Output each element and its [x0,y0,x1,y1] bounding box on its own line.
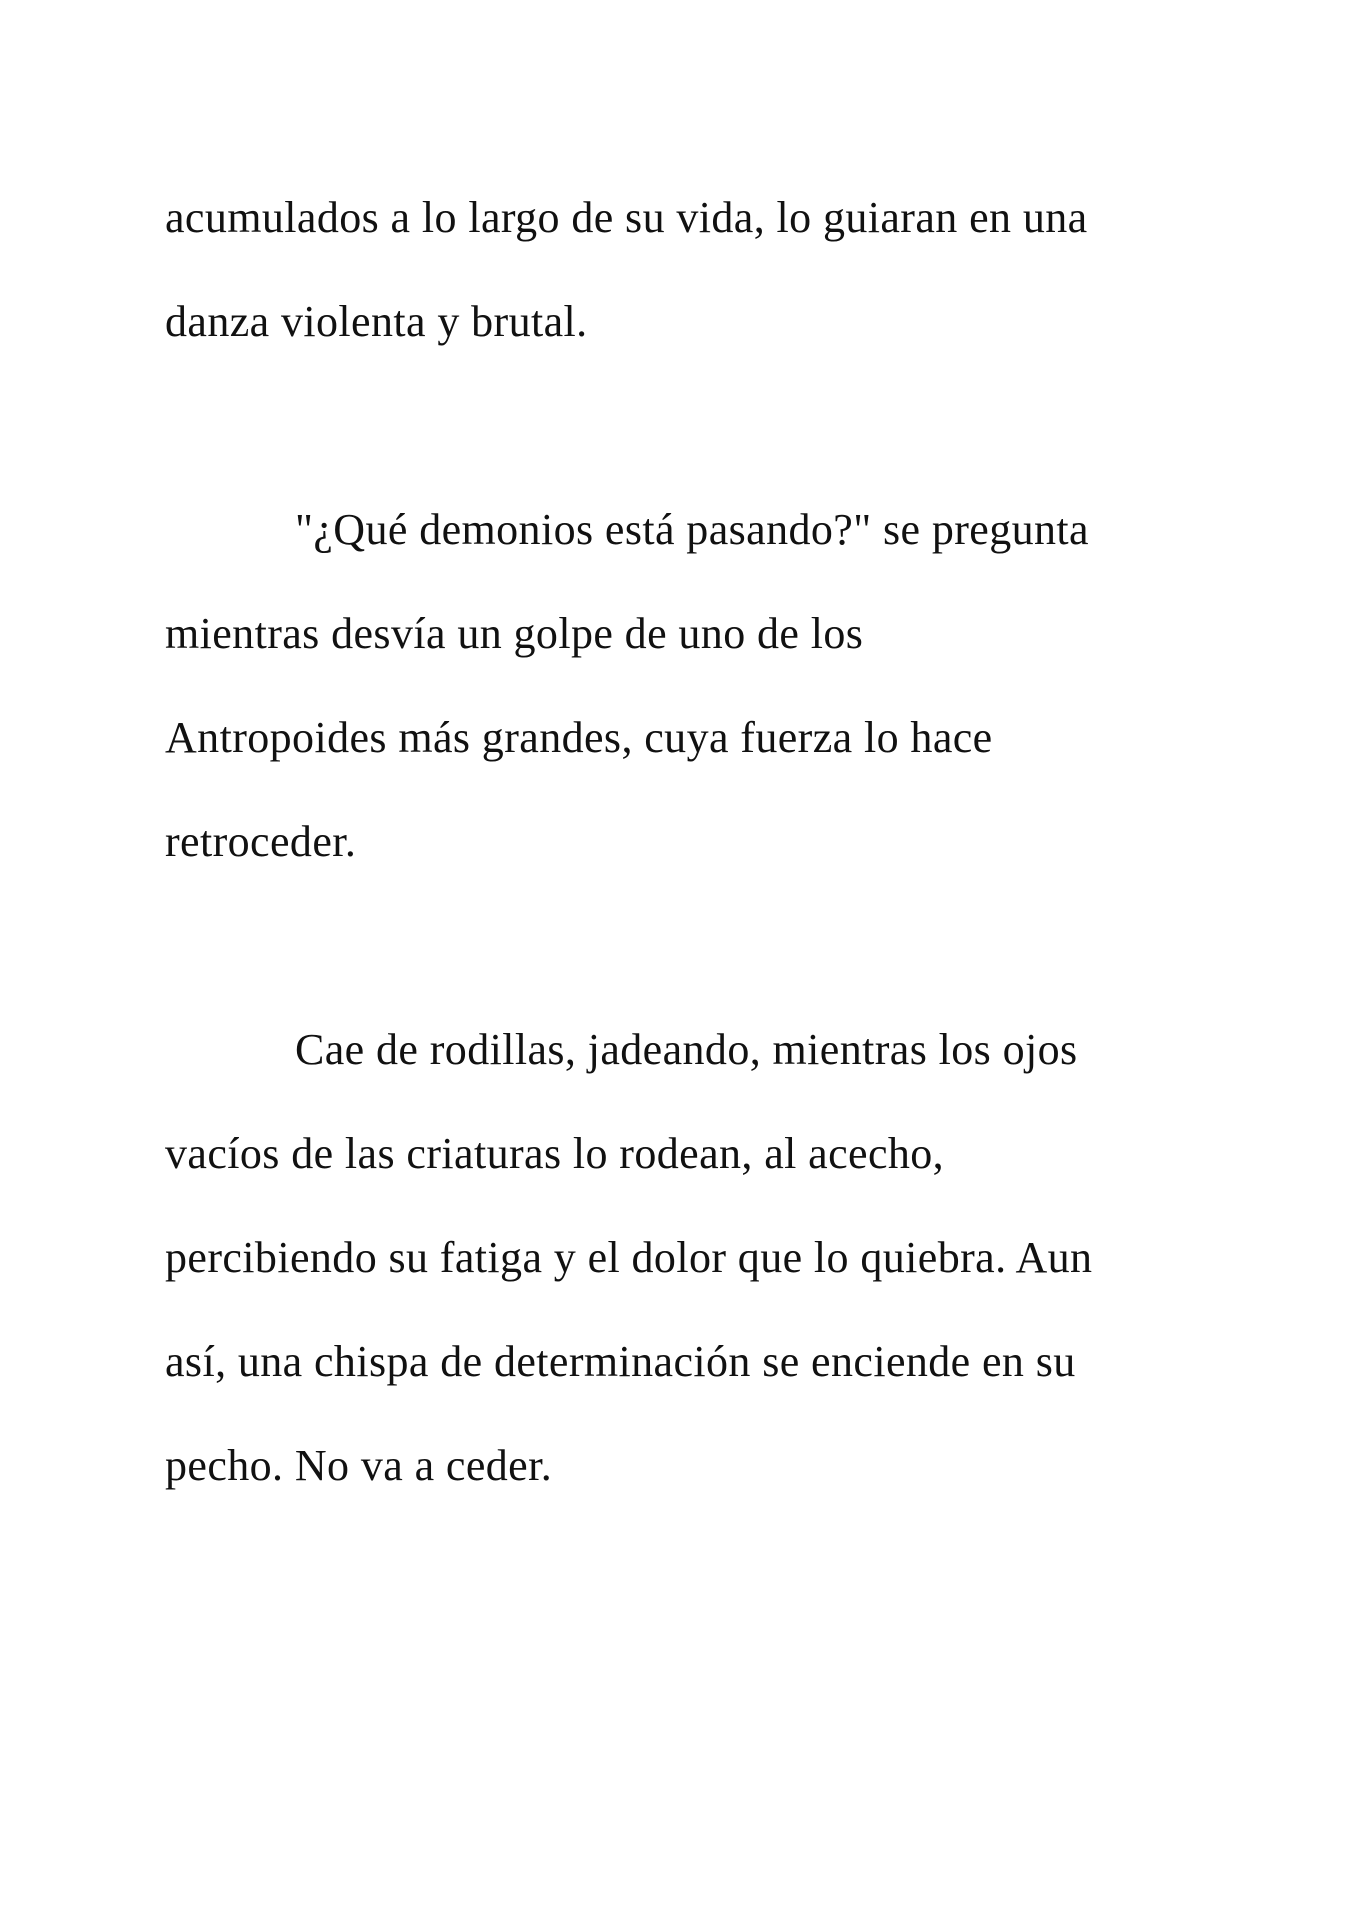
text-line: acumulados a lo largo de su vida, lo guiaran en una [165,193,1088,242]
text-line: Cae de rodillas, jadeando, mientras los ojos [295,1025,1078,1074]
text-line: retroceder. [165,817,357,866]
paragraph-spacer [165,894,1225,998]
text-line: percibiendo su fatiga y el dolor que lo quiebra. Aun [165,1233,1093,1282]
paragraph-1 [165,166,1225,374]
paragraph-3 [165,998,1225,1518]
body-text [165,166,1225,1518]
text-line: danza violenta y brutal. [165,297,588,346]
text-line: así, una chispa de determinación se enciende en su [165,1337,1076,1386]
paragraph-spacer [165,374,1225,478]
text-line: pecho. No va a ceder. [165,1441,553,1490]
text-line: vacíos de las criaturas lo rodean, al acecho, [165,1129,945,1178]
text-line: Antropoides más grandes, cuya fuerza lo hace [165,713,993,762]
paragraph-2 [165,478,1225,894]
text-line: mientras desvía un golpe de uno de los [165,609,864,658]
text-line: "¿Qué demonios está pasando?" se pregunta [295,505,1089,554]
